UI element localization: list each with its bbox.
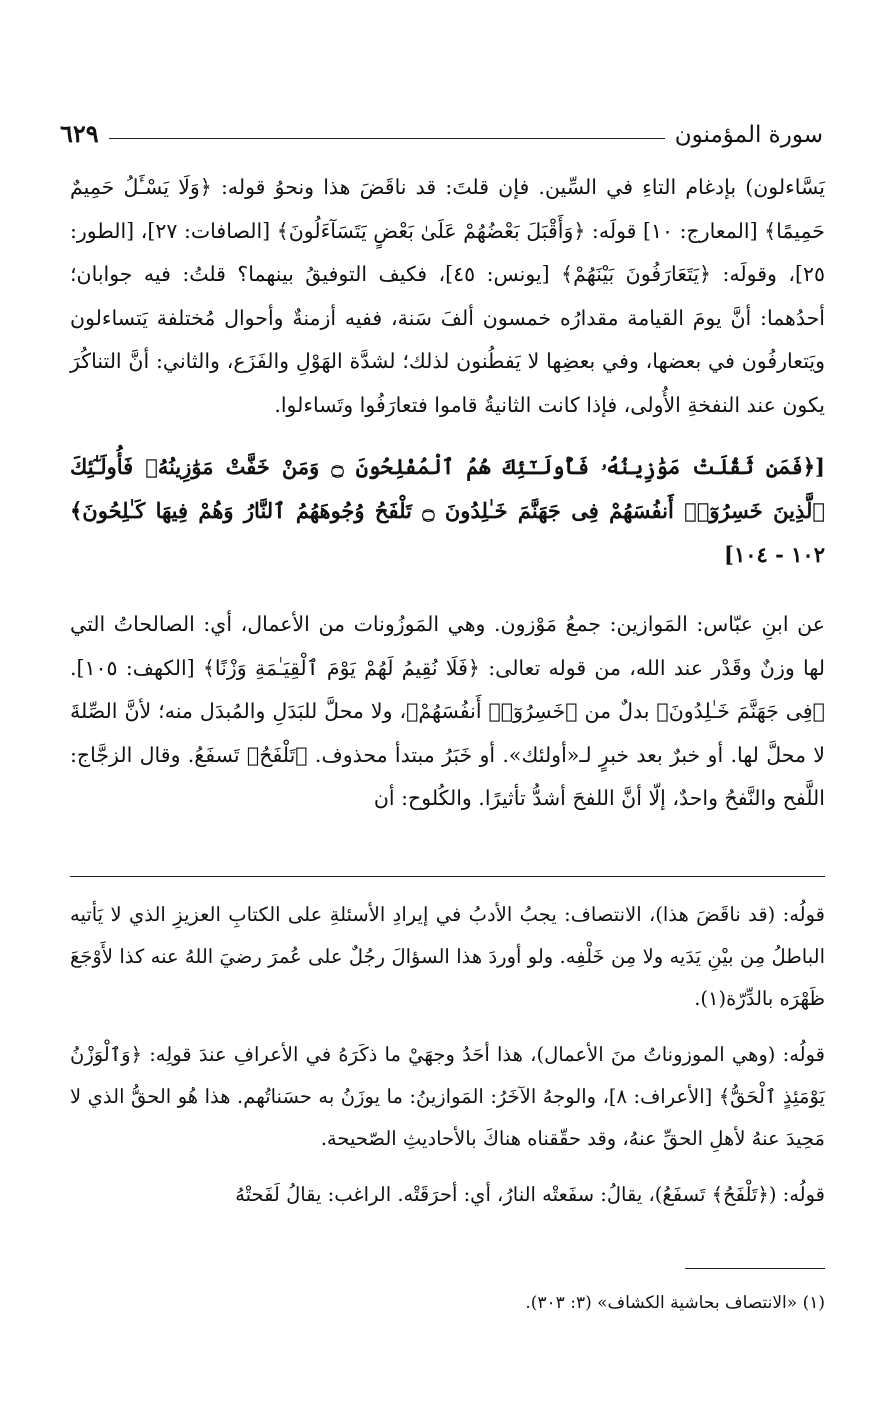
page-number: ٦٢٩ xyxy=(60,119,99,148)
commentary-notes xyxy=(70,894,825,1216)
note-3: قولُه: (﴿تَلْفَحُ﴾ تَسفَعُ)، يقالُ: سفَعتْه النارُ، أي: أحرَقَتْه. الراغب: يقالُ لَفَحتْهُ xyxy=(235,1183,825,1206)
main-paragraph-1: يَسَّاءلون) بإدغام التاءِ في السِّين. فإن قلتَ: قد ناقَضَ هذا ونحوُ قوله: ﴿وَلَا يَسْـَٔلُ حَمِيمٌ حَمِيمًا﴾ [المعارج: ١٠] قولَه: ﴿وَأَقْبَلَ بَعْضُهُمْ عَلَىٰ بَعْضٍ يَتَسَآءَلُونَ﴾ [الصافات: ٢٧]، [الطور: ٢٥]، وقولَه: ﴿يَتَعَارَفُونَ بَيْنَهُمْ﴾ [يونس: ٤٥]، فكيف التوفيقُ بينهما؟ قلتُ: فيه جوابان؛ أحدُهما: أنَّ يومَ القيامة مقدارُه خمسون ألفَ سَنة، ففيه أزمنةٌ وأحوال مُختلفة يَتساءلون ويَتعارفُون في بعضها، وفي بعضِها لا يَفطُنون لذلك؛ لشدَّة الهَوْلِ والفَزَع، والثاني: أنَّ التناكُرَ يكون عند النفخةِ الأُولى، فإذا كانت الثانيةُ قاموا فتعارَفُوا وتَساءلوا. xyxy=(70,175,825,417)
footnote: (١) «الانتصاف بحاشية الكشاف» (٣: ٣٠٣). xyxy=(525,1293,825,1313)
note-1: قولُه: (قد ناقَضَ هذا)، الانتصاف: يجبُ الأدبُ في إيرادِ الأسئلةِ على الكتابِ العزيزِ الذي لا يَأتيه الباطلُ مِن بيْنِ يَدَيه ولا مِن خَلْفِه. ولو أوردَ هذا السؤالَ رجُلٌ على عُمرَ رضيَ اللهُ عنه كذا لأَوْجَعَ ظَهْرَه بالدِّرّة(١). xyxy=(70,903,825,1010)
main-text xyxy=(70,166,825,821)
surah-name: سورة المؤمنون xyxy=(674,122,823,148)
main-paragraph-2: عن ابنِ عبّاس: المَوازين: جمعُ مَوْزون. وهي المَوزُونات من الأعمال، أي: الصالحاتُ التي لها وزنٌ وقَدْر عند الله، من قوله تعالى: ﴿فَلَا نُقِيمُ لَهُمْ يَوْمَ ٱلْقِيَـٰمَةِ وَزْنًا﴾ [الكهف: ١٠٥]. ﴿فِى جَهَنَّمَ خَـٰلِدُونَ﴾ بدلٌ من ﴿خَسِرُوٓا۟ أَنفُسَهُمْ﴾، ولا محلَّ للبَدَلِ والمُبدَل منه؛ لأنَّ الصِّلةَ لا محلَّ لها. أو خبرٌ بعد خبرٍ لـ«أولئك». أو خَبَرُ مبتدأ محذوف. ﴿تَلْفَحُ﴾ تَسفَعُ. وقال الزجَّاج: اللَّفح والنَّفحُ واحدٌ، إلّا أنَّ اللفحَ أشدُّ تأثيرًا. والكُلوح: أن xyxy=(70,612,825,810)
page-header xyxy=(60,108,823,148)
quran-verses-block: [﴿فَمَن ثَقُلَتْ مَوَٰزِينُهُۥ فَأُولَـٰٓئِكَ هُمُ ٱلْمُفْلِحُونَ ۝ وَمَنْ خَفَّتْ مَوَٰزِينُهُۥ فَأُولَـٰٓئِكَ ٱلَّذِينَ خَسِرُوٓا۟ أَنفُسَهُمْ فِى جَهَنَّمَ خَـٰلِدُونَ ۝ تَلْفَحُ وُجُوهَهُمُ ٱلنَّارُ وَهُمْ فِيهَا كَـٰلِحُونَ﴾ ١٠٢ - ١٠٤] xyxy=(70,454,825,567)
header-rule xyxy=(109,138,665,139)
footnote-rule xyxy=(685,1268,825,1269)
commentary-divider xyxy=(70,876,825,877)
note-2: قولُه: (وهي الموزوناتُ منَ الأعمال)، هذا أحَدُ وجهَيْ ما ذكَرَهُ في الأعرافِ عندَ قولِه: ﴿وَٱلْوَزْنُ يَوْمَئِذٍ ٱلْحَقُّ﴾ [الأعراف: ٨]، والوجهُ الآخَرُ: المَوازينُ: ما يوزَنُ به حسَناتُهم. هذا هُو الحقُّ الذي لا مَحِيدَ عنهُ لأهلِ الحقِّ عنهُ، وقد حقّقناه هناكَ بالأحاديثِ الصّحيحة. xyxy=(70,1043,825,1150)
